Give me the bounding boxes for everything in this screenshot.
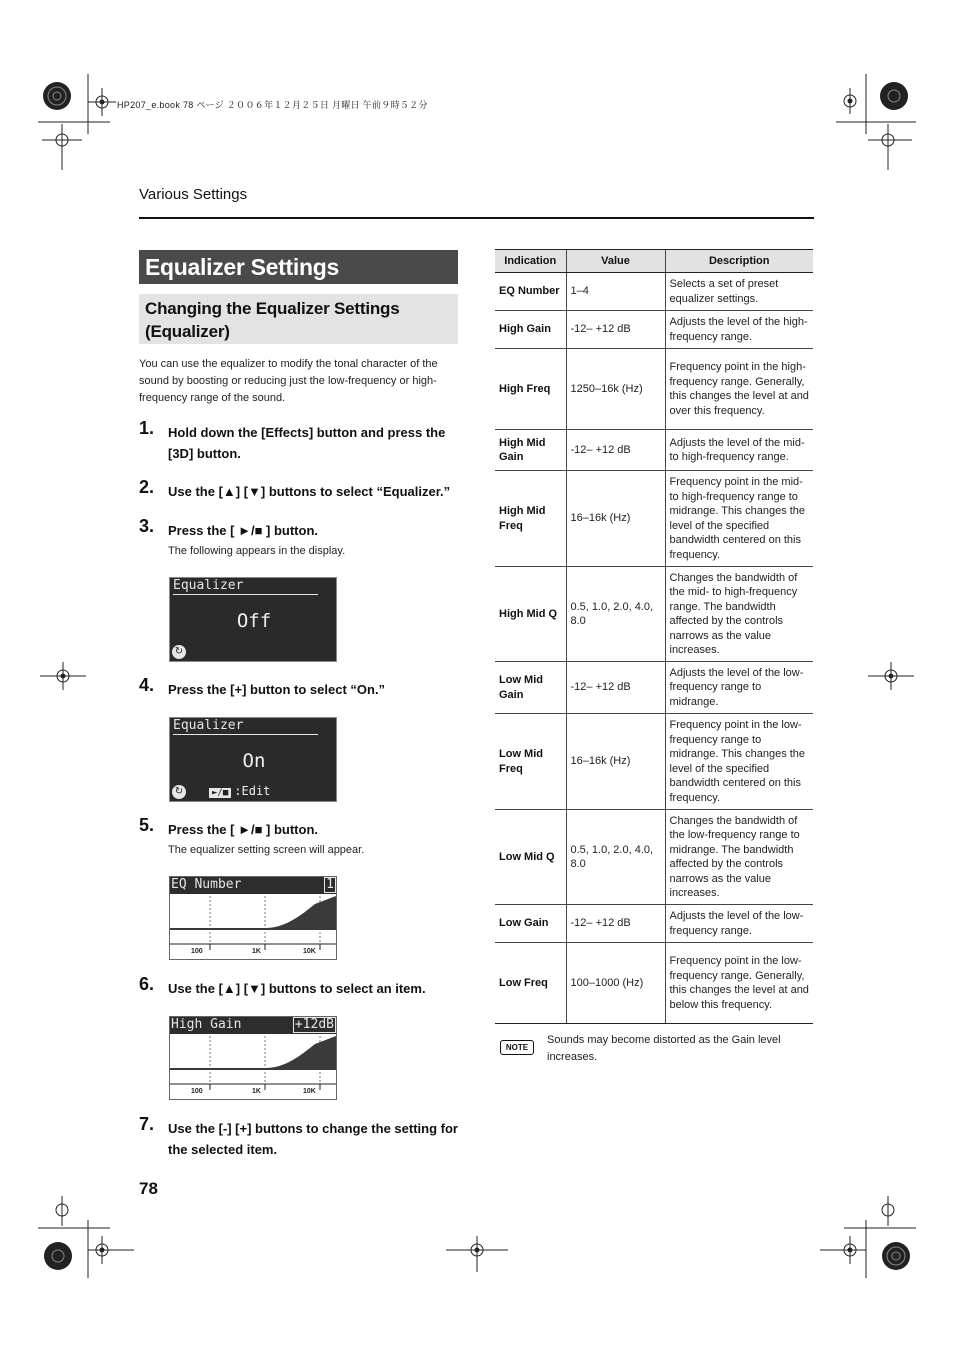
step-text: Press the [+] button to select “On.” — [168, 682, 386, 697]
cell-value: -12– +12 dB — [566, 430, 665, 471]
cell-description: Frequency point in the mid- to high-frequency range to midrange. This changes the level of the specified bandwidth centered on this frequency. — [665, 471, 813, 567]
step-6 — [139, 974, 459, 999]
exit-icon: ↻ — [172, 785, 186, 799]
step-text: Hold down the [Effects] button and press the [3D] button. — [168, 425, 446, 461]
cell-description: Frequency point in the low-frequency range to midrange. This changes the level of the specified bandwidth centered on this frequency. — [665, 714, 813, 810]
cell-description: Selects a set of preset equalizer settings. — [665, 273, 813, 311]
table-row — [495, 662, 813, 714]
print-header: HP207_e.book 78 ページ ２００６年１２月２５日 月曜日 午前９時５２分 — [117, 100, 428, 110]
step-4 — [139, 675, 459, 700]
cell-value: 16–16k (Hz) — [566, 714, 665, 810]
tick-label: 10K — [303, 1088, 316, 1095]
lcd-value: Off — [236, 610, 272, 632]
cell-description: Changes the bandwidth of the mid- to high-frequency range. The bandwidth affected by the controls narrows as the value increases. — [665, 567, 813, 662]
lcd-edit-hint — [209, 784, 270, 798]
cell-indication: EQ Number — [495, 273, 566, 311]
graph-header — [170, 1017, 336, 1034]
page-number: 78 — [139, 1179, 158, 1198]
cell-indication: High Mid Freq — [495, 471, 566, 567]
tick-label: 1K — [252, 1088, 261, 1095]
cell-indication: Low Mid Freq — [495, 714, 566, 810]
cell-description: Frequency point in the low-frequency range. Generally, this changes the level at and below this frequency. — [665, 943, 813, 1024]
step-5 — [139, 815, 459, 840]
cell-indication: High Gain — [495, 311, 566, 349]
cell-description: Frequency point in the high-frequency range. Generally, this changes the level at and over this frequency. — [665, 349, 813, 430]
step-number: 1. — [139, 418, 155, 438]
running-head: Various Settings — [139, 186, 248, 203]
step-number: 2. — [139, 477, 155, 497]
step-7 — [139, 1114, 459, 1160]
intro-paragraph: You can use the equalizer to modify the tonal character of the sound by boosting or reducing just the low-frequency or high-frequency range of the sound. — [139, 358, 438, 404]
cell-description: Adjusts the level of the low-frequency range to midrange. — [665, 662, 813, 714]
note-badge: NOTE — [500, 1040, 534, 1055]
lcd-value: On — [242, 750, 266, 772]
edit-label: :Edit — [234, 784, 271, 798]
step-text: Press the [ ►/■ ] button. — [168, 523, 319, 538]
cell-indication: Low Freq — [495, 943, 566, 1024]
graph-value: 1 — [326, 877, 334, 892]
step-text: Press the [ ►/■ ] button. — [168, 822, 319, 837]
step-number: 4. — [139, 675, 155, 695]
graph-header — [170, 877, 336, 894]
tick-label: 100 — [191, 1088, 203, 1095]
crop-mark-bottom-left — [38, 1196, 138, 1278]
equalizer-parameters-table — [495, 249, 813, 1024]
step-text: Use the [-] [+] buttons to change the setting for the selected item. — [168, 1121, 458, 1157]
table-header-row — [495, 250, 813, 273]
cell-value: 100–1000 (Hz) — [566, 943, 665, 1024]
crosshair-bottom-center — [446, 1236, 508, 1272]
graph-label: EQ Number — [171, 877, 242, 892]
cell-description: Adjusts the level of the mid- to high-frequency range. — [665, 430, 813, 471]
table-row — [495, 471, 813, 567]
table-row — [495, 714, 813, 810]
cell-indication: Low Mid Q — [495, 810, 566, 905]
section-subtitle: Changing the Equalizer Settings (Equalizer) — [139, 294, 458, 344]
cell-indication: High Freq — [495, 349, 566, 430]
lcd-eq-number-graph — [169, 876, 337, 960]
graph-value: +12dB — [294, 1017, 334, 1032]
step-number: 7. — [139, 1114, 155, 1134]
step-5-note: The equalizer setting screen will appear. — [168, 844, 365, 856]
column-header-value: Value — [566, 250, 665, 273]
exit-icon: ↻ — [172, 645, 186, 659]
crop-mark-bottom-right — [816, 1196, 916, 1278]
crosshair-top-left — [88, 88, 116, 116]
note-text: Sounds may become distorted as the Gain level increases. — [547, 1034, 781, 1063]
table-row — [495, 905, 813, 943]
table-row — [495, 430, 813, 471]
cell-value: 1–4 — [566, 273, 665, 311]
cell-description: Changes the bandwidth of the low-frequency range to midrange. The bandwidth affected by the controls narrows as the value increases. — [665, 810, 813, 905]
lcd-underline — [173, 734, 318, 735]
cell-indication: High Mid Gain — [495, 430, 566, 471]
step-3 — [139, 516, 459, 541]
lcd-underline — [173, 594, 318, 595]
lcd-title: Equalizer — [173, 578, 244, 593]
step-text: Use the [▲] [▼] buttons to select an item. — [168, 981, 426, 996]
crosshair-left-mid — [40, 662, 86, 690]
cell-value: 0.5, 1.0, 2.0, 4.0, 8.0 — [566, 567, 665, 662]
cell-value: -12– +12 dB — [566, 662, 665, 714]
cell-value: 1250–16k (Hz) — [566, 349, 665, 430]
step-1 — [139, 418, 459, 464]
cell-indication: Low Gain — [495, 905, 566, 943]
tick-label: 100 — [191, 948, 203, 955]
lcd-display-equalizer-off — [169, 577, 337, 662]
column-header-description: Description — [665, 250, 813, 273]
cell-value: 16–16k (Hz) — [566, 471, 665, 567]
cell-value: 0.5, 1.0, 2.0, 4.0, 8.0 — [566, 810, 665, 905]
crop-mark-top-right — [836, 74, 916, 174]
column-header-indication: Indication — [495, 250, 566, 273]
table-row — [495, 810, 813, 905]
table-row — [495, 567, 813, 662]
step-number: 5. — [139, 815, 155, 835]
step-3-note: The following appears in the display. — [168, 545, 346, 557]
tick-label: 1K — [252, 948, 261, 955]
step-number: 3. — [139, 516, 155, 536]
table-row — [495, 943, 813, 1024]
graph-label: High Gain — [171, 1017, 242, 1032]
lcd-title: Equalizer — [173, 718, 244, 733]
lcd-display-equalizer-on — [169, 717, 337, 802]
page-title: Equalizer Settings — [139, 250, 458, 284]
header-rule — [139, 217, 814, 219]
cell-value: -12– +12 dB — [566, 905, 665, 943]
step-2 — [139, 477, 459, 502]
lcd-high-gain-graph — [169, 1016, 337, 1100]
cell-value: -12– +12 dB — [566, 311, 665, 349]
tick-label: 10K — [303, 948, 316, 955]
cell-description: Adjusts the level of the high-frequency range. — [665, 311, 813, 349]
step-number: 6. — [139, 974, 155, 994]
cell-description: Adjusts the level of the low-frequency range. — [665, 905, 813, 943]
cell-indication: Low Mid Gain — [495, 662, 566, 714]
crosshair-right-mid — [868, 662, 914, 690]
step-text: Use the [▲] [▼] buttons to select “Equalizer.” — [168, 484, 451, 499]
table-row — [495, 273, 813, 311]
table-row — [495, 349, 813, 430]
play-stop-icon: ►/■ — [209, 788, 231, 798]
cell-indication: High Mid Q — [495, 567, 566, 662]
table-row — [495, 311, 813, 349]
